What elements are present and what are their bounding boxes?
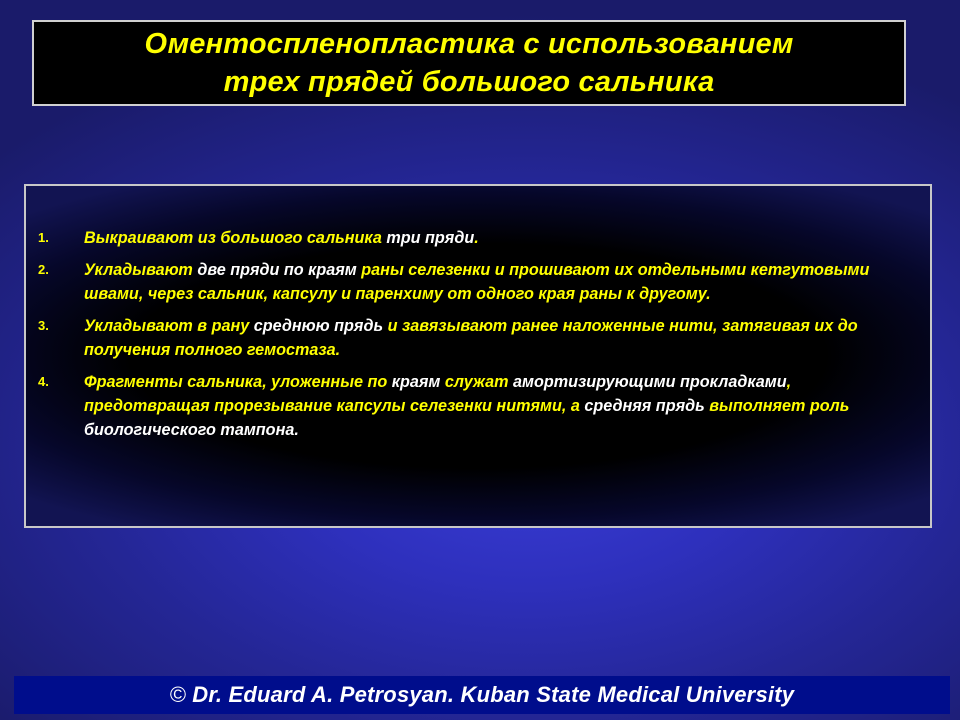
item-text-segment: . [474,229,479,247]
item-text-segment: Укладывают [84,261,198,279]
title-line-1: Оментоспленопластика с использованием [144,28,794,60]
item-text-segment: служат [444,373,513,391]
footer-credit [14,676,950,714]
content-box [24,184,932,528]
item-text-segment: биологического тампона. [84,421,299,439]
item-number: 1. [38,230,49,245]
list-item [38,370,916,442]
footer-text: Dr. Eduard A. Petrosyan. Kuban State Medical University [192,682,795,707]
item-text-segment: Фрагменты сальника, уложенные по [84,373,392,391]
item-text-segment: амортизирующими прокладками [512,373,787,391]
title-box [32,20,906,106]
content-inner [38,226,916,450]
copyright-icon: © [169,682,187,707]
item-text-segment: Выкраивают из большого сальника [84,229,387,247]
item-number: 4. [38,374,49,389]
list-item [38,314,916,362]
item-text-segment: и завязывают ранее наложенные нити, затягивая их до получения полного гемостаза. [84,317,858,359]
item-text-segment: три пряди [386,229,475,247]
item-text-segment: раны селезенки и прошивают их отдельными кетгутовыми швами, через сальник, капсулу и паренхиму от одного края раны к другому. [84,261,870,303]
list-item [38,226,916,250]
item-text-segment: выполняет роль [709,397,850,415]
item-text-segment: краям [391,373,445,391]
procedure-steps-list [38,226,916,442]
title-line-2: трех прядей большого сальника [223,66,715,98]
list-item [38,258,916,306]
item-text-segment: Укладывают в рану [84,317,254,335]
item-text-segment: среднюю прядь [253,317,388,335]
item-number: 3. [38,318,49,333]
item-text-segment: две пряди по краям [197,261,362,279]
item-number: 2. [38,262,49,277]
item-text-segment: , предотвращая прорезывание капсулы селезенки нитями, а [84,373,792,415]
item-text-segment: средняя прядь [584,397,710,415]
